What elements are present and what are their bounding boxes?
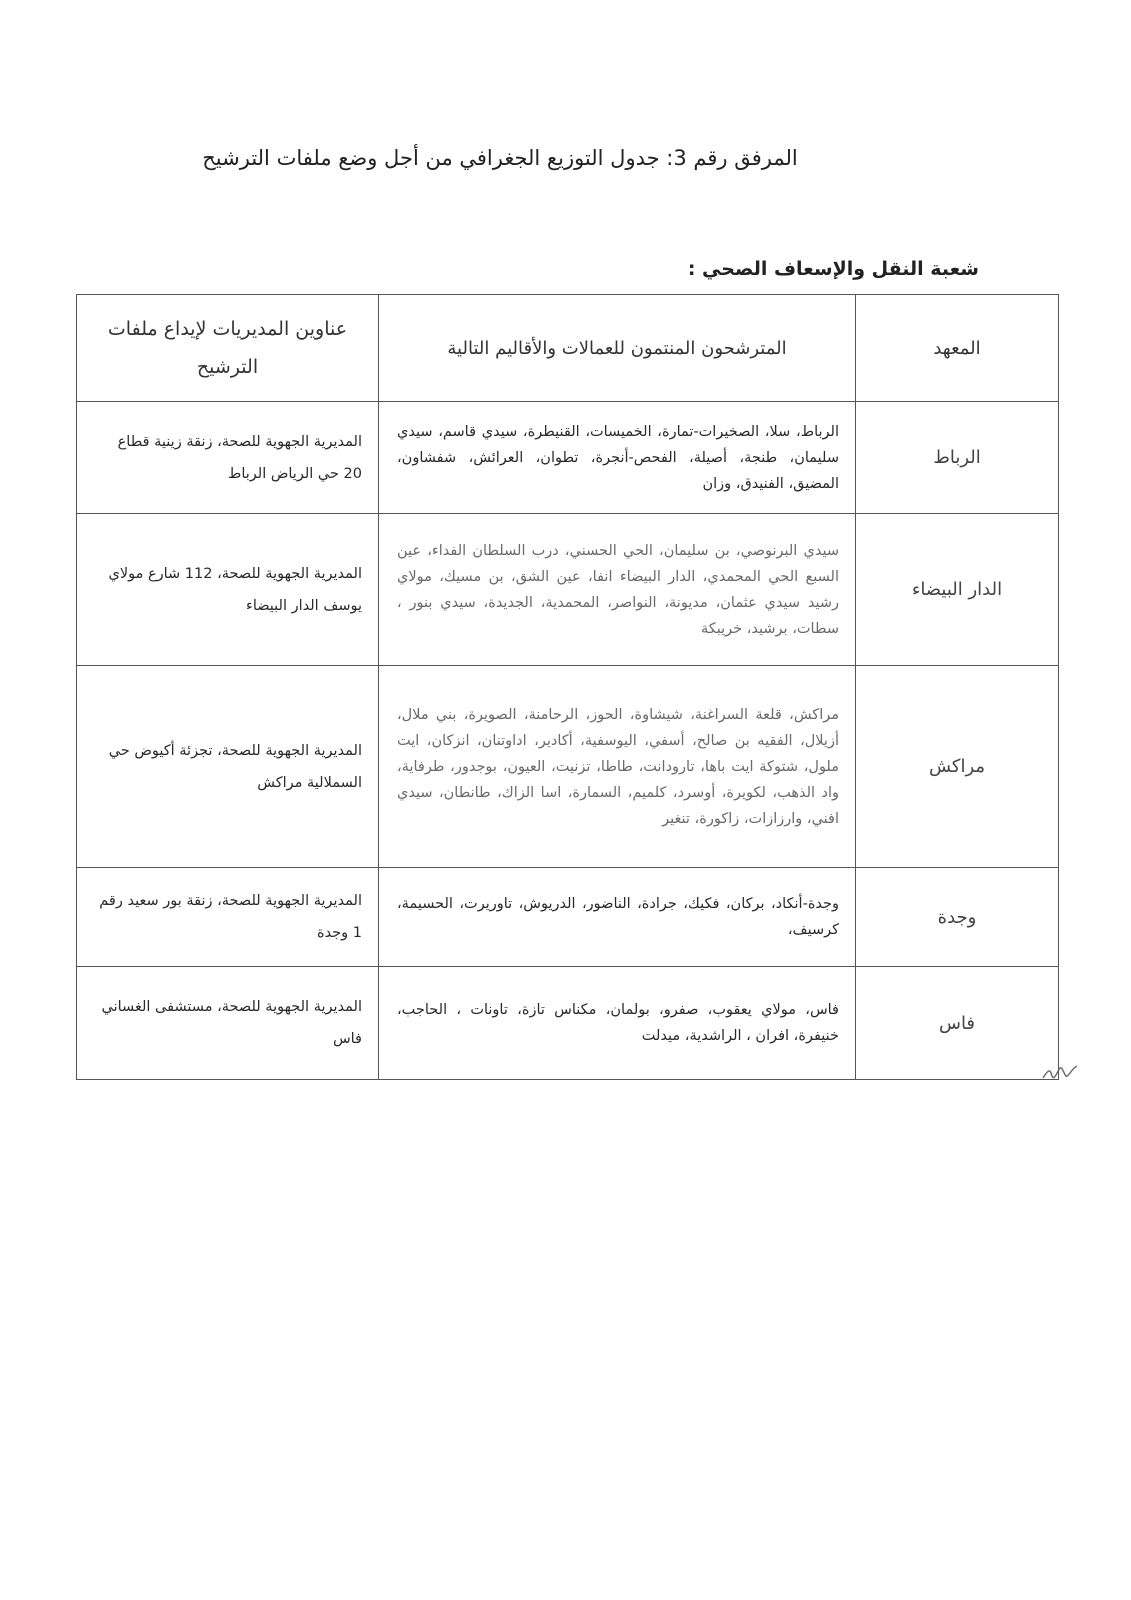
section-heading: شعبة النقل والإسعاف الصحي : xyxy=(687,258,979,280)
signature-scribble-icon xyxy=(1040,1062,1080,1084)
institute-cell: فاس xyxy=(856,967,1059,1080)
candidates-cell: الرباط، سلا، الصخيرات-تمارة، الخميسات، القنيطرة، سيدي قاسم، سيدي سليمان، طنجة، أصيلة، الفحص-أنجرة، تطوان، العرائش، شفشاون، المضيق، الفنيدق، وزان xyxy=(379,402,856,514)
table-row xyxy=(77,402,1059,514)
header-institute: المعهد xyxy=(856,295,1059,402)
institute-cell: مراكش xyxy=(856,666,1059,868)
institute-cell: الرباط xyxy=(856,402,1059,514)
candidates-cell: سيدي البرنوصي، بن سليمان، الحي الحسني، درب السلطان الفداء، عين السبع الحي المحمدي، الدار البيضاء انفا، عين الشق، بن مسيك، مولاي رشيد سيدي عثمان، مديونة، النواصر، المحمدية، الجديدة، سيدي بنور ، سطات، برشيد، خريبكة xyxy=(379,514,856,666)
table-row xyxy=(77,514,1059,666)
document-title: المرفق رقم 3: جدول التوزيع الجغرافي من أجل وضع ملفات الترشيح xyxy=(202,146,798,170)
table-row xyxy=(77,666,1059,868)
table-header-row xyxy=(77,295,1059,402)
table-row xyxy=(77,967,1059,1080)
address-cell: المديرية الجهوية للصحة، زنقة زينية قطاع 20 حي الرياض الرباط xyxy=(77,402,379,514)
handwritten-initials xyxy=(1040,1062,1080,1089)
address-cell: المديرية الجهوية للصحة، زنقة بور سعيد رقم 1 وجدة xyxy=(77,868,379,967)
candidates-cell: فاس، مولاي يعقوب، صفرو، بولمان، مكناس تازة، تاونات ، الحاجب، خنيفرة، افران ، الراشدية، ميدلت xyxy=(379,967,856,1080)
address-cell: المديرية الجهوية للصحة، مستشفى الغساني فاس xyxy=(77,967,379,1080)
address-cell: المديرية الجهوية للصحة، 112 شارع مولاي يوسف الدار البيضاء xyxy=(77,514,379,666)
table-row xyxy=(77,868,1059,967)
header-candidates: المترشحون المنتمون للعمالات والأقاليم التالية xyxy=(379,295,856,402)
distribution-table xyxy=(76,294,1059,1080)
institute-cell: الدار البيضاء xyxy=(856,514,1059,666)
header-addresses: عناوين المديريات لإيداع ملفات الترشيح xyxy=(77,295,379,402)
candidates-cell: مراكش، قلعة السراغنة، شيشاوة، الحوز، الرحامنة، الصويرة، بني ملال، أزيلال، الفقيه بن صالح، أسفي، اليوسفية، أكادير، اداوتنان، انزكان، ايت ملول، شتوكة ايت باها، تارودانت، طاطا، تزنيت، العيون، بوجدور، طرفاية، واد الذهب، لكويرة، أوسرد، كلميم، السمارة، اسا الزاك، طانطان، سيدي افني، وارزازات، زاكورة، تنغير xyxy=(379,666,856,868)
address-cell: المديرية الجهوية للصحة، تجزئة أكيوض حي السملالية مراكش xyxy=(77,666,379,868)
candidates-cell: وجدة-أنكاد، بركان، فكيك، جرادة، الناضور، الدريوش، تاوريرت، الحسيمة، كرسيف، xyxy=(379,868,856,967)
institute-cell: وجدة xyxy=(856,868,1059,967)
